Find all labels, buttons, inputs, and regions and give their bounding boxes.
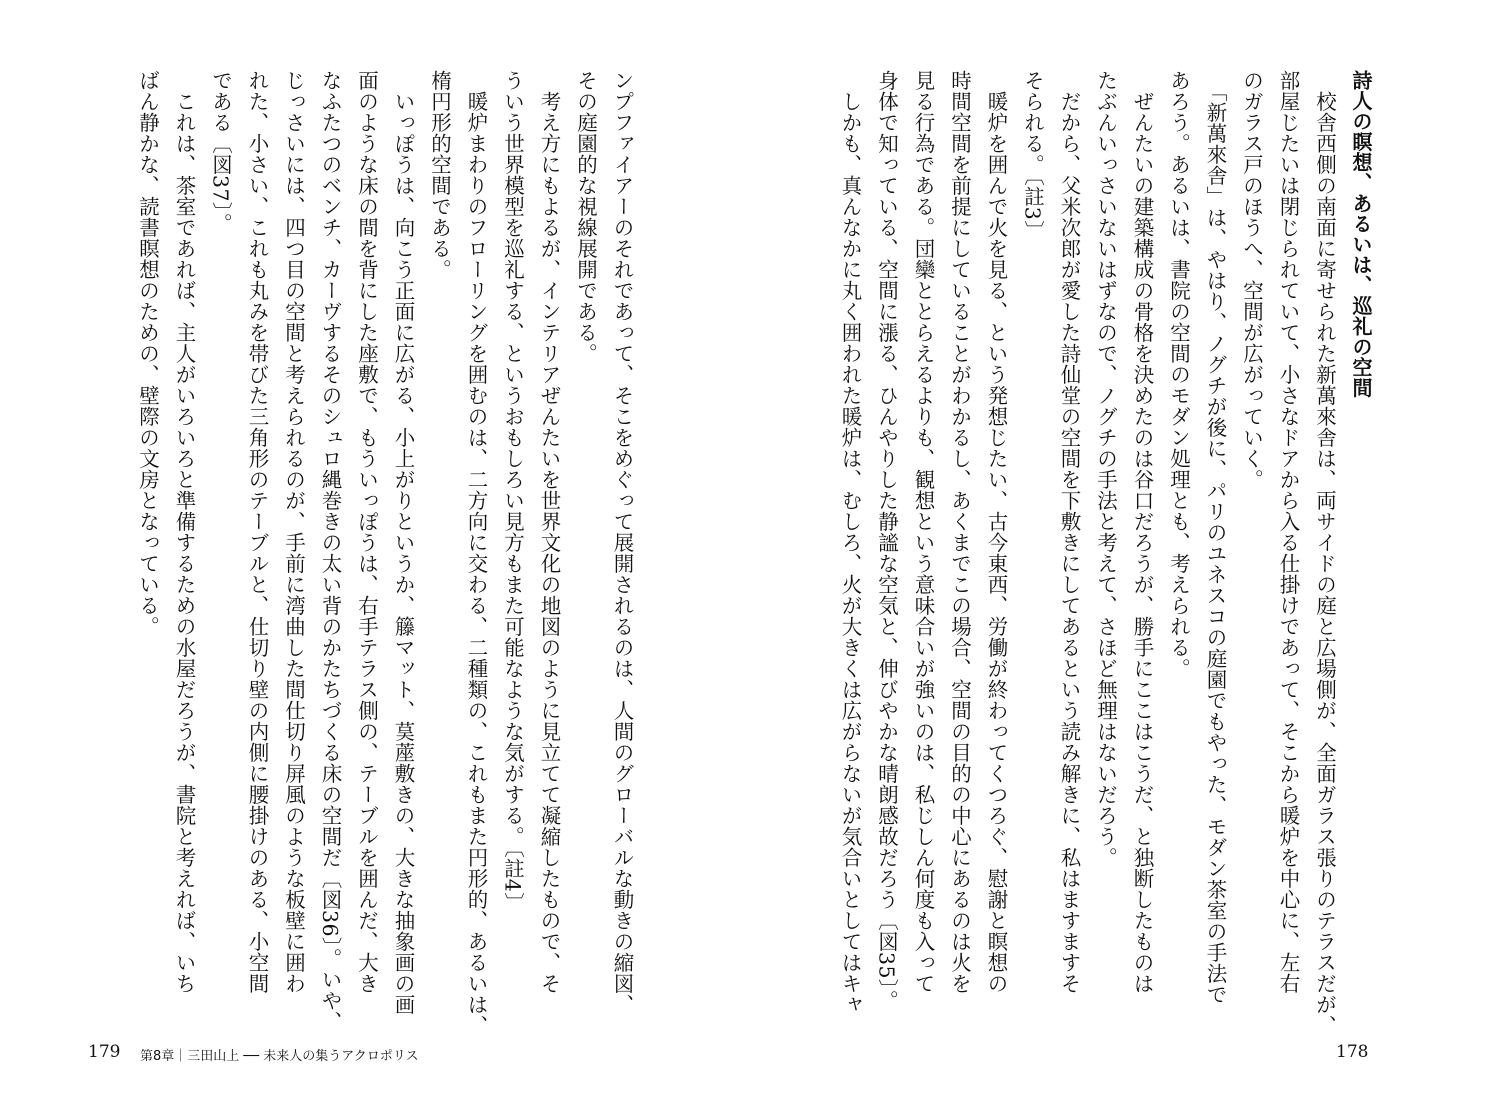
text-line: たぶんいっさいないはずなので、ノグチの手法と考えて、さほど無理はないだろう。	[1093, 70, 1118, 868]
text-line: なふたつのベンチ、カーヴするそのシュロ縄巻きの太い背のかたちづくる床の空間だ〔図36〕。いや、	[318, 70, 342, 1032]
text-line: 「新萬來舎」は、やはり、ノグチが後に、パリのユネスコの庭園でもやった、モダン茶室の手法で	[1203, 70, 1227, 1005]
text-line: あろう。あるいは、書院の空間のモダン処理とも、考えられる。	[1166, 70, 1191, 679]
text-line: 校舎西側の南面に寄せられた新萬來舎は、両サイドの庭と広場側が、全面ガラス張りのテラスだが、	[1312, 70, 1337, 1036]
text-line: 身体で知っている、空間に漲る、ひんやりした静謐な空気と、伸びやかな晴朗感故だろう〔図35〕。	[874, 70, 899, 1011]
right-page	[751, 0, 1502, 1103]
running-head: 第8章｜三田山上 ── 未来人の集うアクロポリス	[140, 1049, 419, 1064]
left-page-text-block	[120, 70, 640, 1036]
text-line: 楕円形的空間である。	[427, 70, 452, 280]
text-line: 暖炉まわりのフローリングを囲むのは、二方向に交わる、二種類の、これもまた円形的、あるいは、	[464, 70, 488, 1036]
page-number: 179	[88, 1042, 121, 1062]
text-line: いっぽうは、向こう正面に広がる、小上がりというか、籐マット、茣蓙敷きの、大きな抽象画の画	[391, 70, 415, 1015]
section-heading: 詩人の瞑想、あるいは、巡礼の空間	[1349, 70, 1373, 398]
text-line: 考え方にもよるが、インテリアぜんたいを世界文化の地図のように見立てて凝縮したもので、そ	[537, 70, 561, 994]
text-line: 見る行為である。団欒ととらえるよりも、観想という意味合いが強いのは、私じしん何度も入って	[911, 70, 935, 994]
text-line: のガラス戸のほうへ、空間が広がっていく。	[1239, 70, 1264, 490]
text-line: そられる。〔註3〕	[1020, 70, 1045, 242]
text-line: 部屋じたいは閉じられていて、小さなドアから入る仕掛けであって、そこから暖炉を中心に、左右	[1276, 70, 1300, 994]
text-line: れた、小さい、これも丸みを帯びた三角形のテーブルと、仕切り壁の内側に腰掛けのある、小空間	[245, 70, 269, 994]
right-page-text-block	[838, 70, 1379, 1036]
text-line: ばん静かな、読書瞑想のための、壁際の文房となっている。	[135, 70, 160, 637]
text-line: ぜんたいの建築構成の骨格を決めたのは谷口だろうが、勝手にここはこうだ、と独断したものは	[1130, 70, 1154, 994]
text-line: である〔図37〕。	[208, 70, 233, 234]
text-line: だから、父米次郎が愛した詩仙堂の空間を下敷きにしてあるという読み解きに、私はますますそ	[1057, 70, 1081, 994]
text-line: しかも、真んなかに丸く囲われた暖炉は、むしろ、火が大きくは広がらないが気合いとしてはキャ	[838, 70, 862, 1015]
text-line: その庭園的な視線展開である。	[573, 70, 598, 364]
text-line: これは、茶室であれば、主人がいろいろと準備するための水屋だろうが、書院と考えれば、いち	[172, 70, 196, 994]
text-line: 時間空間を前提にしていることがわかるし、あくまでこの場合、空間の目的の中心にあるのは火を	[947, 70, 972, 994]
page-number: 178	[1336, 1042, 1369, 1062]
text-line: 面のような床の間を背にした座敷で、もういっぽうは、右手テラス側の、テーブルを囲んだ、大き	[354, 70, 379, 994]
text-line: じっさいには、四つ目の空間と考えられるのが、手前に湾曲した間仕切り屏風のような板壁に囲わ	[281, 70, 306, 994]
text-line: ういう世界模型を巡礼する、というおもしろい見方もまた可能なような気がする。〔註4〕	[500, 70, 525, 914]
text-line: ンプファイアーのそれであって、そこをめぐって展開されるのは、人間のグローバルな動きの縮図、	[610, 70, 634, 1015]
text-line: 暖炉を囲んで火を見る、という発想じたい、古今東西、労働が終わってくつろぐ、慰謝と瞑想の	[984, 70, 1008, 994]
